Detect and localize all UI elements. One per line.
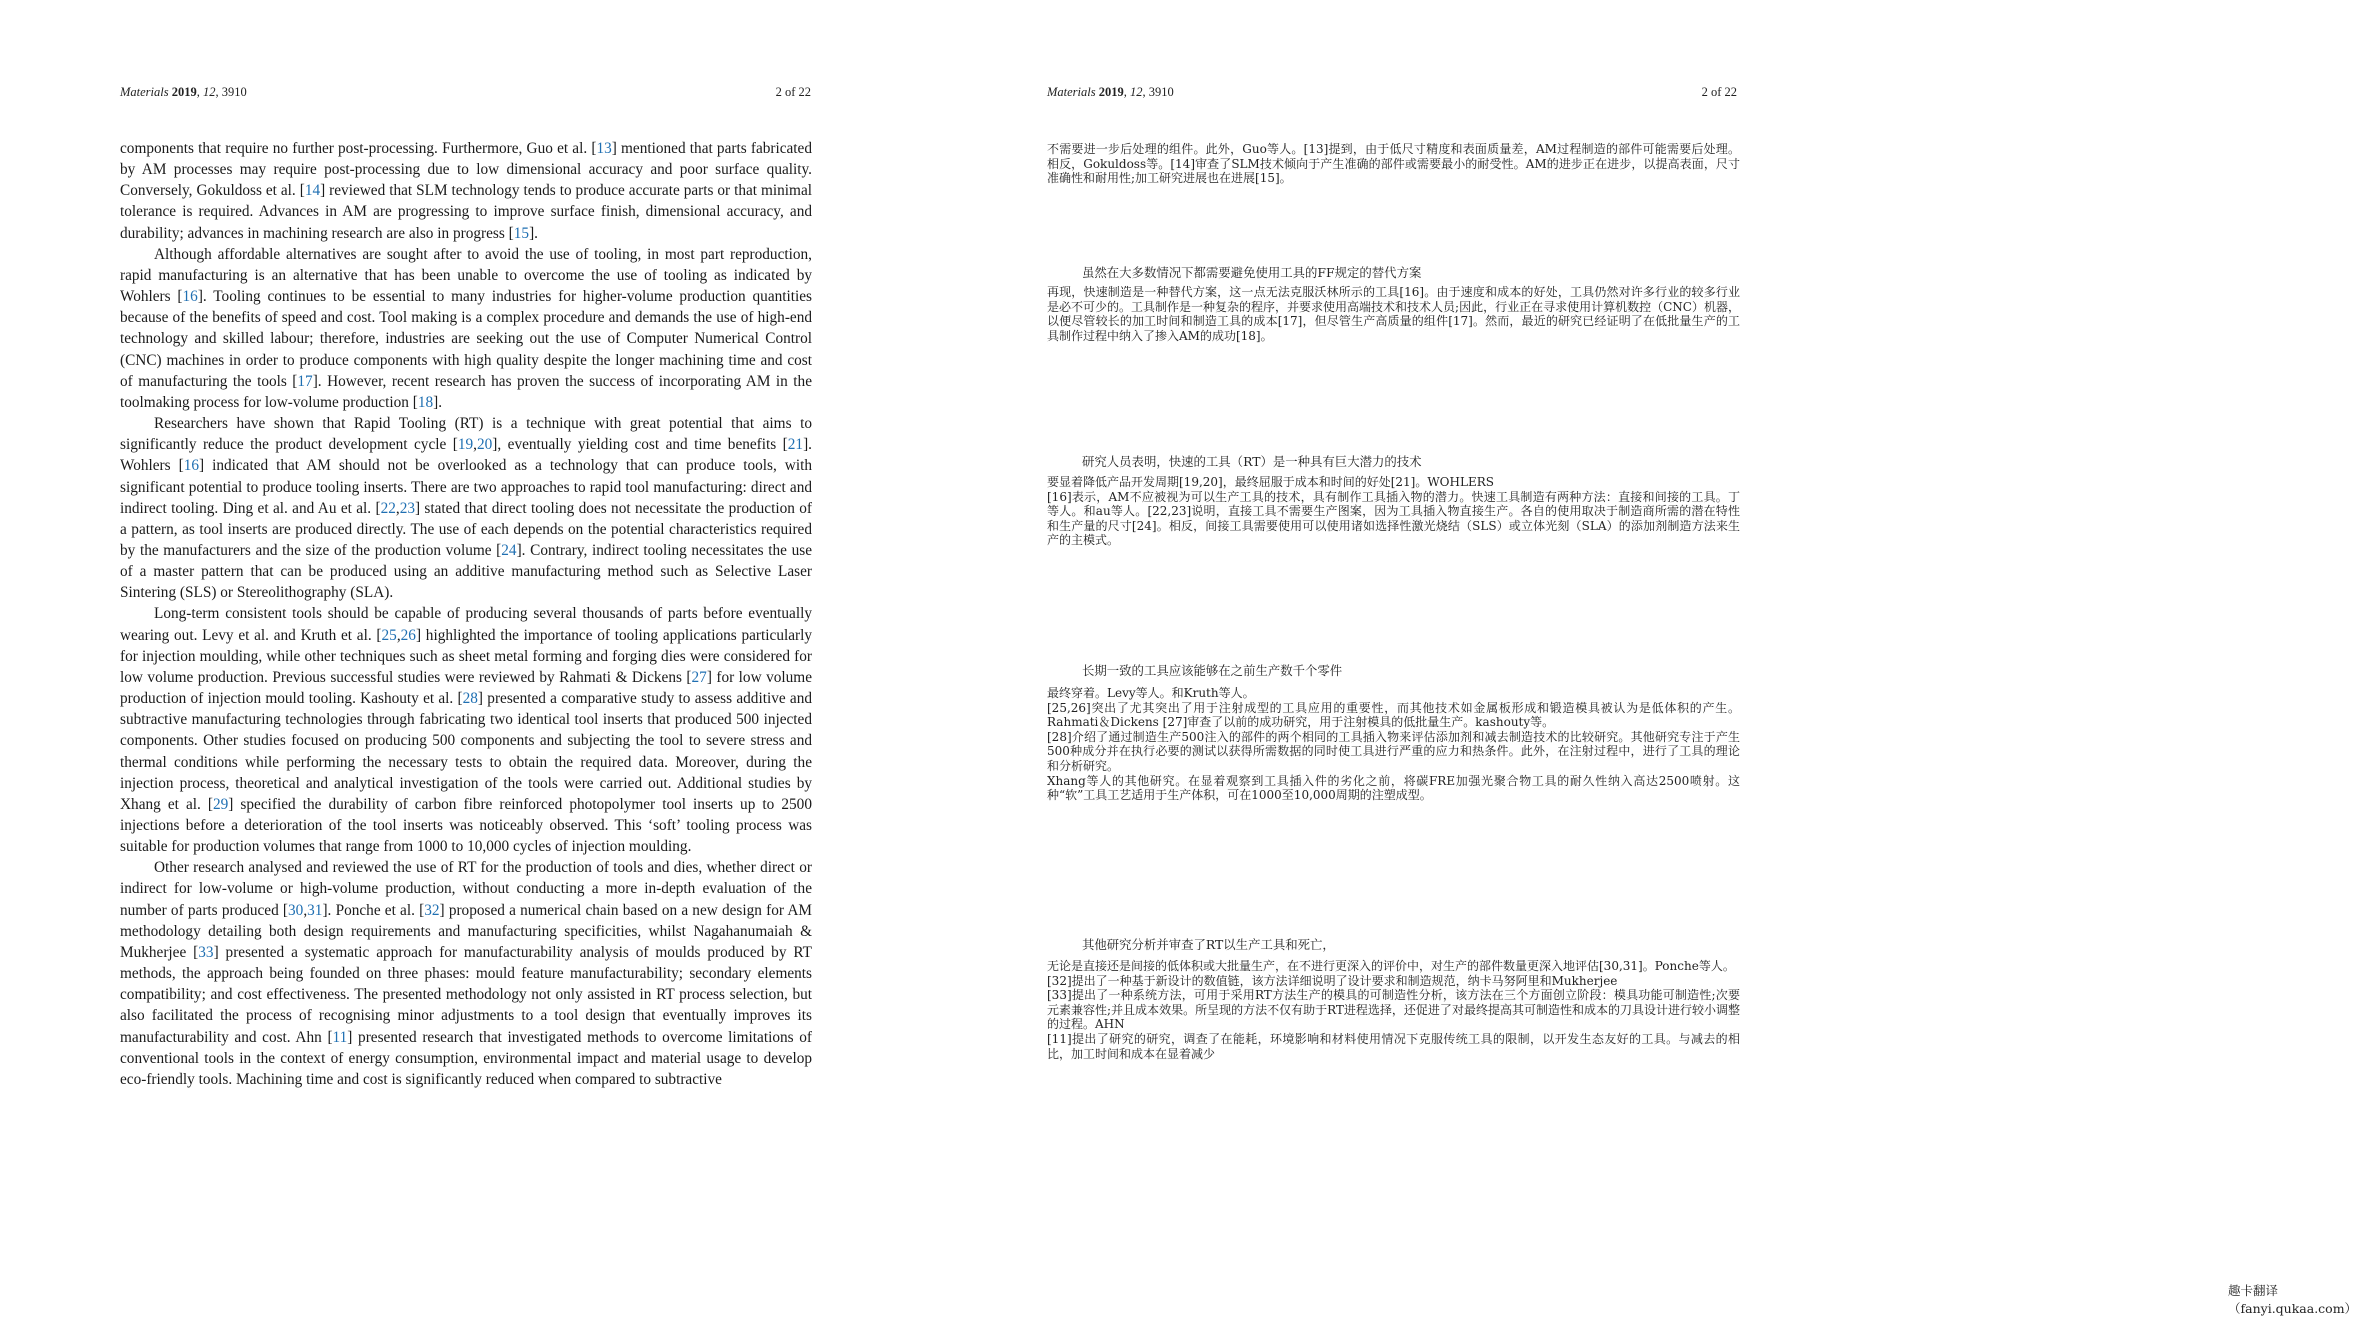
text-run: , [303,901,308,919]
text-run: ] presented a comparative study to assess additive and subtractive manufacturing technologies through fabricating two identical tool inserts that produced 500 injected components. Other studies focused on producing 500 components and subjecting the tool to severe stress and thermal conditions while performing the necessary tests to obtain the required data. Moreover, during the injection process, theoretical and analytical investigation of the tools were carried out. Additional studies by Xhang et al. [ [120,690,812,813]
text-run: , [473,436,477,454]
citation-link[interactable]: 27 [691,668,707,686]
page-header-citation: Materials 2019, 12, 3910 [1047,85,1174,99]
text-run: ]. [433,393,443,411]
translated-heading: 研究人员表明，快速的工具（RT）是一种具有巨大潜力的技术 [1082,454,1422,469]
journal-year: 2019 [171,85,197,99]
text-run: Researchers have shown that Rapid Tooling (RT) is a technique with great potential that aims to significantly reduce the product development cycle [ [120,415,812,454]
citation-link[interactable]: 13 [596,140,612,157]
citation-link[interactable]: 28 [462,690,478,708]
text-run: ], eventually yielding cost and time benefits [ [492,436,788,454]
page-header-citation: Materials 2019, 12, 3910 [120,85,247,99]
citation-link[interactable]: 23 [399,499,415,517]
citation-link[interactable]: 22 [380,499,396,517]
citation-link[interactable]: 16 [182,288,198,306]
translated-line: 不需要进一步后处理的组件。此外，Guo等人。[13]提到，由于低尺寸精度和表面质量差，AM过程制造的部件可能需要后处理。相反，Gokuldoss等。[14]审查了SLM技术倾向于产生准确的部件或需要最小的耐受性。AM的进步正在进步，以提高表面，尺寸准确性和耐用性;加工研究进展也在进展[15]。 [1047,142,1740,186]
citation-link[interactable]: 14 [304,182,321,200]
text-run: ] mentioned that parts fabricated by AM processes may require post-processing due to low dimensional accuracy and poor surface quality. Conversely, Gokuldoss et al. [ [120,140,812,200]
text-run: Other research analysed and reviewed the use of RT for the production of tools and dies, whether direct or indirect for low-volume or high-volume production, without conducting a more in-depth evaluation of the number of parts produced [ [120,859,812,919]
translated-line: Xhang等人的其他研究。在显着观察到工具插入件的劣化之前，将碳FRE加强光聚合物工具的耐久性纳入高达2500喷射。这种“软”工具工艺适用于生产体积，可在1000至10,000周期的注塑成型。 [1047,773,1740,803]
citation-link[interactable]: 26 [400,626,416,644]
translated-heading: 长期一致的工具应该能够在之前生产数千个零件 [1082,663,1343,678]
translated-heading: 虽然在大多数情况下都需要避免使用工具的FF规定的替代方案 [1082,265,1422,280]
text-run: ] specified the durability of carbon fibre reinforced photopolymer tool inserts up to 2500 injections before a deterioration of the tool inserts was noticeably observed. This ‘soft’ tooling process was suitable for production volumes that range from 1000 to 10,000 cycles of injection moulding. [120,795,812,856]
text-run: ]. Wohlers [ [120,436,812,475]
body-paragraph [120,244,812,413]
citation-link[interactable]: 17 [297,372,313,390]
citation-link[interactable]: 19 [457,436,474,454]
text-run: ] proposed a numerical chain based on a new design for AM methodology detailing both design requirements and manufacturing specificities, whilst Nagahanumaiah & Mukherjee [ [120,901,812,961]
citation-link[interactable]: 11 [332,1028,348,1046]
translated-line: 最终穿着。Levy等人。和Kruth等人。 [1047,686,1255,700]
journal-volume: 12 [1129,85,1143,99]
translated-line: [32]提出了一种基于新设计的数值链，该方法详细说明了设计要求和制造规范，纳卡马努阿里和Mukherjee [1047,973,1618,988]
text-run: Long-term consistent tools should be capable of producing several thousands of parts before eventually wearing out. Levy et al. and Kruth et al. [ [120,605,812,644]
translated-line: [16]表示，AM不应被视为可以生产工具的技术，具有制作工具插入物的潜力。快速工具制造有两种方法：直接和间接的工具。丁等人。和au等人。[22,23]说明，直接工具不需要生产图案，因为工具插入物直接生产。各自的使用取决于制造商所需的潜在特性和生产量的尺寸[24]。相反，间接工具需要使用可以使用诸如选择性激光烧结（SLS）或立体光刻（SLA）的添加剂制造方法来生产的主模式。 [1047,489,1740,548]
translated-line: [25,26]突出了尤其突出了用于注射成型的工具应用的重要性，而其他技术如金属板形成和锻造模具被认为是低体积的产生。Rahmati＆Dickens [27]审查了以前的成功研究，用于注射模具的低批量生产。kashouty等。 [1047,700,1740,730]
body-paragraph [120,857,812,1090]
journal-year: 2019 [1098,85,1124,99]
journal-name: Materials [1047,85,1096,99]
chinese-translation-page [925,0,2357,1316]
article-number: 3910 [1148,85,1174,99]
text-run: ] indicated that AM should not be overlooked as a technology that can produce tools, with significant potential to produce tooling inserts. There are two approaches to rapid tool manufacturing: direct and indirect tooling. Ding et al. and Au et al. [ [120,457,813,517]
translator-watermark: 趣卡翻译（fanyi.qukaa.com） [2228,1283,2357,1316]
english-page [0,0,925,1309]
page-number: 2 of 22 [775,85,811,99]
citation-link[interactable]: 30 [288,901,304,919]
translated-line: 再现，快速制造是一种替代方案，这一点无法克服沃林所示的工具[16]。由于速度和成本的好处，工具仍然对许多行业的较多行业是必不可少的。工具制作是一种复杂的程序，并要求使用高端技术和技术人员;因此，行业正在寻求使用计算机数控（CNC）机器，以便尽管较长的加工时间和制造工具的成本[17]，但尽管生产高质量的组件[17]。然而，最近的研究已经证明了在低批量生产的工具制作过程中纳入了掺入AM的成功[18]。 [1047,285,1740,343]
citation-link[interactable]: 15 [513,224,530,242]
citation-link[interactable]: 29 [212,795,229,813]
translated-paragraph [1047,686,1740,803]
citation-link[interactable]: 24 [501,541,517,559]
text-run: ] presented a systematic approach for manufacturability analysis of moulds produced by RT methods, the approach being founded on three phases: mould feature manufacturability; secondary elements compatibility; and cost effectiveness. The presented methodology not only assisted in RT process selection, but also facilitated the process of recognising minor adjustments to a tool design that eventually improves its manufacturability and cost. Ahn [ [120,943,812,1046]
translated-heading: 其他研究分析并审查了RT以生产工具和死亡， [1082,937,1335,952]
page-number: 2 of 22 [1701,85,1737,99]
translated-paragraph [1047,285,1740,343]
text-run: ]. [529,224,538,242]
body-paragraph [120,138,812,244]
translated-line: [33]提出了一种系统方法，可用于采用RT方法生产的模具的可制造性分析，该方法在三个方面创立阶段：模具功能可制造性;次要元素兼容性;并且成本效果。所呈现的方法不仅有助于RT进程选择，还促进了对最终提高其可制造性和成本的刀具设计进行较小调整的过程。AHN [1047,988,1740,1032]
english-body-text [120,138,812,1090]
text-run: ]. Contrary, indirect tooling necessitates the use of a master pattern that can be produced using an additive manufacturing method such as Selective Laser Sintering (SLS) or Stereolithography (SLA). [120,541,812,602]
text-run: components that require no further post-processing. Furthermore, Guo et al. [ [120,140,597,157]
text-run: ] highlighted the importance of tooling applications particularly for injection moulding, while other techniques such as sheet metal forming and forging dies were considered for low volume production. Previous successful studies were reviewed by Rahmati & Dickens [ [120,626,812,686]
text-run: ] reviewed that SLM technology tends to produce accurate parts or that minimal tolerance is required. Advances in AM are progressing to improve surface finish, dimensional accuracy, and durability; advances in machining research are also in progress [ [120,182,812,242]
text-run: ]. However, recent research has proven the success of incorporating AM in the toolmaking process for low-volume production [ [120,372,812,411]
translated-line: [28]介绍了通过制造生产500注入的部件的两个相同的工具插入物来评估添加剂和减去制造技术的比较研究。其他研究专注于产生500种成分并在执行必要的测试以获得所需数据的同时使工具进行严重的应力和热条件。此外，在注射过程中，进行了工具的理论和分析研究。 [1047,729,1740,773]
text-run: , [396,626,401,644]
text-run: ] presented research that investigated methods to overcome limitations of conventional tools in the context of energy consumption, environmental impact and material usage to develop eco-friendly tools. Machining time and cost is significantly reduced when compared to subtractive [120,1028,812,1088]
body-paragraph [120,413,812,603]
article-number: 3910 [221,85,247,99]
text-run: ] for low volume production of injection mould tooling. Kashouty et al. [ [120,668,812,708]
citation-link[interactable]: 31 [307,901,323,919]
translated-paragraph [1047,142,1740,186]
translated-paragraph [1047,959,1740,1061]
text-run: ] stated that direct tooling does not necessitate the production of a pattern, as tool inserts are produced directly. The use of each depends on the potential characteristics required by the manufacturers and the size of the production volume [ [120,499,812,559]
text-run: Although affordable alternatives are sought after to avoid the use of tooling, in most part reproduction, rapid manufacturing is an alternative that has been unable to overcome the use of tooling as indicated by Wohlers [ [120,245,812,306]
text-run: ]. Ponche et al. [ [322,901,425,919]
citation-link[interactable]: 21 [787,436,804,454]
citation-link[interactable]: 16 [183,457,199,475]
citation-link[interactable]: 20 [476,436,493,454]
text-run: , [395,499,400,517]
translated-paragraph [1047,475,1740,548]
translated-line: 要显着降低产品开发周期[19,20]，最终屈服于成本和时间的好处[21]。WOHLERS [1047,475,1494,489]
citation-link[interactable]: 18 [417,393,434,411]
journal-name: Materials [120,85,169,99]
citation-link[interactable]: 32 [424,901,440,919]
citation-link[interactable]: 33 [198,943,214,961]
translated-line: 无论是直接还是间接的低体积或大批量生产，在不进行更深入的评价中，对生产的部件数量更深入地评估[30,31]。Ponche等人。 [1047,959,1735,973]
text-run: ]. Tooling continues to be essential to many industries for higher-volume production quantities because of the benefits of speed and cost. Tool making is a complex procedure and demands the use of high-end technology and skilled labour; therefore, industries are seeking out the use of Computer Numerical Control (CNC) machines in order to produce components with high quality despite the longer machining time and cost of manufacturing the tools [ [120,288,812,390]
body-paragraph [120,603,812,857]
journal-volume: 12 [202,85,216,99]
citation-link[interactable]: 25 [381,626,397,644]
translated-line: [11]提出了研究的研究，调查了在能耗，环境影响和材料使用情况下克服传统工具的限制，以开发生态友好的工具。与减去的相比，加工时间和成本在显着减少 [1047,1031,1740,1061]
